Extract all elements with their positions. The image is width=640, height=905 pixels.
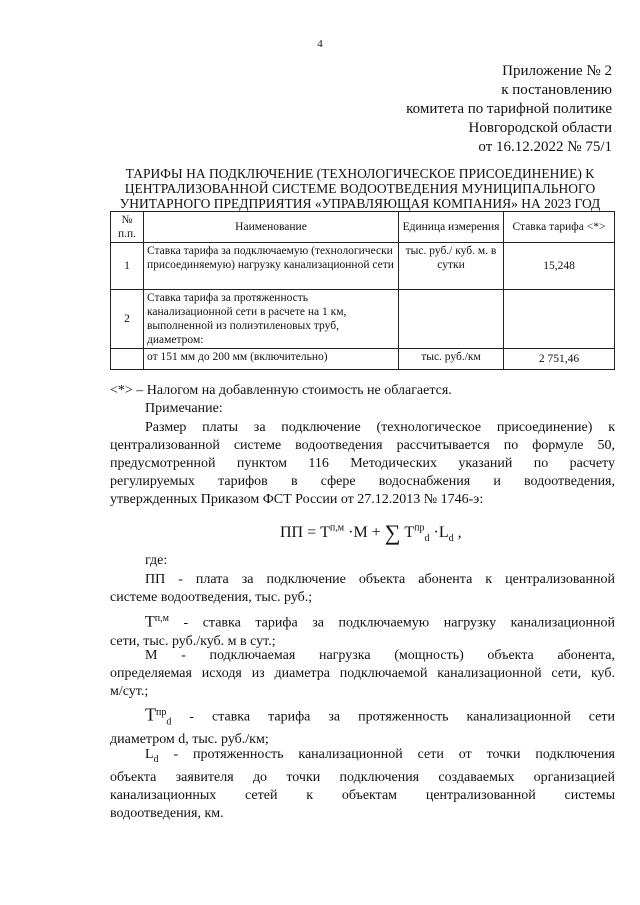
tariff-table [110, 211, 615, 370]
formula: ПП = $Т^{п,м} \cdot М$ + ∑ $Т^{пр}_d \cdot L_d$ , [280, 520, 462, 545]
row-rate [504, 290, 615, 349]
title-line: УНИТАРНОГО ПРЕДПРИЯТИЯ «УПРАВЛЯЮЩАЯ КОМПАНИЯ» НА 2023 ГОД [119, 196, 601, 211]
table-header-row [111, 212, 615, 243]
definition-line: диаметром d, тыс. руб./км; [110, 732, 269, 748]
definition-text: - протяженность канализационной сети от точки подключения [158, 747, 615, 762]
symbol-sup: пр [156, 707, 167, 718]
symbol-t: Т [145, 613, 155, 631]
definition-tpm [110, 610, 615, 651]
row-name: Ставка тарифа за протяженность канализационной сети в расчете на 1 км, выполненной из полиэтиленовых труб, диаметром: [144, 290, 399, 349]
header-rate: Ставка тарифа <*> [504, 212, 615, 243]
symbol-sub: d [166, 716, 172, 728]
note-line: централизованной системе водоотведения рассчитывается по формуле 50, [110, 438, 615, 453]
definition-line: сети, тыс. руб./куб. м в сут.; [110, 633, 276, 649]
note-line: утвержденных Приказом ФСТ России от 27.12.2013 № 1746-э: [110, 492, 484, 507]
appendix-line: Новгородской области [468, 120, 612, 136]
formula-l: L [438, 524, 449, 541]
formula-lhs: ПП [280, 524, 304, 541]
row-unit [399, 290, 504, 349]
row-num: 2 [111, 290, 144, 349]
row-name: от 151 мм до 200 мм (включительно) [144, 349, 399, 370]
page-number: 4 [317, 38, 323, 50]
table-row [111, 349, 615, 370]
note-paragraph [110, 419, 615, 509]
appendix-line: от 16.12.2022 № 75/1 [478, 139, 612, 155]
definition-line: канализационных сетей к объектам централизованной системы [110, 787, 615, 803]
header-num: № п.п. [111, 212, 144, 243]
footnote: <*> – Налогом на добавленную стоимость не облагается. [110, 383, 452, 398]
row-unit: тыс. руб./ куб. м. в сутки [399, 243, 504, 290]
formula-t1-sup: п,м [329, 522, 345, 534]
row-unit: тыс. руб./км [399, 349, 504, 370]
formula-t2: Т [404, 524, 415, 541]
symbol-l: L [145, 747, 154, 762]
header-name: Наименование [144, 212, 399, 243]
formula-sum: ∑ [384, 520, 401, 545]
formula-t2-sub: d [424, 533, 430, 545]
definition-text: - ставка тарифа за протяженность канализационной сети [171, 709, 615, 725]
appendix-line: к постановлению [501, 82, 612, 98]
note-line: регулируемых тарифов в сфере водоснабжения и водоотведения, [110, 474, 615, 489]
table-row [111, 290, 615, 349]
formula-t1: Т [320, 524, 330, 541]
definition-line: определяемая исходя из диаметра подключаемой канализационной сети, куб. [110, 666, 615, 681]
definition-ld [110, 746, 615, 823]
row-name: Ставка тарифа за подключаемую (технологически присоединяемую) нагрузку канализационной сети [144, 243, 399, 290]
formula-t2-sup: пр [414, 522, 425, 534]
definition-pp [110, 571, 615, 607]
symbol-sup: п,м [154, 613, 169, 624]
title-line: ЦЕНТРАЛИЗОВАННОЙ СИСТЕМЕ ВОДООТВЕДЕНИЯ МУНИЦИПАЛЬНОГО [124, 181, 596, 196]
table-row [111, 243, 615, 290]
symbol-t: Т [145, 704, 156, 725]
row-num [111, 349, 144, 370]
note-line: Размер платы за подключение (технологическое присоединение) к [145, 420, 615, 435]
definition-line [110, 746, 615, 769]
row-num: 1 [111, 243, 144, 290]
note-line: предусмотренной пунктом 116 Методических указаний по расчету [110, 456, 615, 471]
definition-line: м/сут.; [110, 684, 149, 699]
header-unit: Единица измерения [399, 212, 504, 243]
row-rate: 2 751,46 [504, 349, 615, 370]
appendix-line: комитета по тарифной политике [406, 101, 612, 117]
appendix-header [252, 62, 612, 157]
definition-line: М - подключаемая нагрузка (мощность) объекта абонента, [145, 648, 615, 663]
formula-m: М [353, 524, 368, 541]
definition-line: объекта заявителя до точки подключения создаваемых организацией [110, 769, 615, 785]
appendix-line: Приложение № 2 [502, 63, 612, 79]
definition-tpr [110, 704, 615, 749]
where-label: где: [145, 553, 168, 568]
title-line: ТАРИФЫ НА ПОДКЛЮЧЕНИЕ (ТЕХНОЛОГИЧЕСКОЕ ПРИСОЕДИНЕНИЕ) К [125, 166, 595, 181]
definition-text: - ставка тарифа за подключаемую нагрузку канализационной [168, 615, 615, 631]
row-rate: 15,248 [504, 243, 615, 290]
definition-m [110, 647, 615, 701]
definition-line [110, 610, 615, 633]
document-title [100, 166, 620, 211]
symbol-sub: d [153, 753, 159, 765]
definition-line: водоотведения, км. [110, 805, 224, 821]
formula-l-sub: d [448, 533, 454, 545]
definition-line [110, 704, 615, 731]
note-label: Примечание: [145, 401, 223, 416]
definition-line: ПП - плата за подключение объекта абонента к централизованной [145, 572, 615, 587]
definition-line: системе водоотведения, тыс. руб.; [110, 590, 313, 605]
